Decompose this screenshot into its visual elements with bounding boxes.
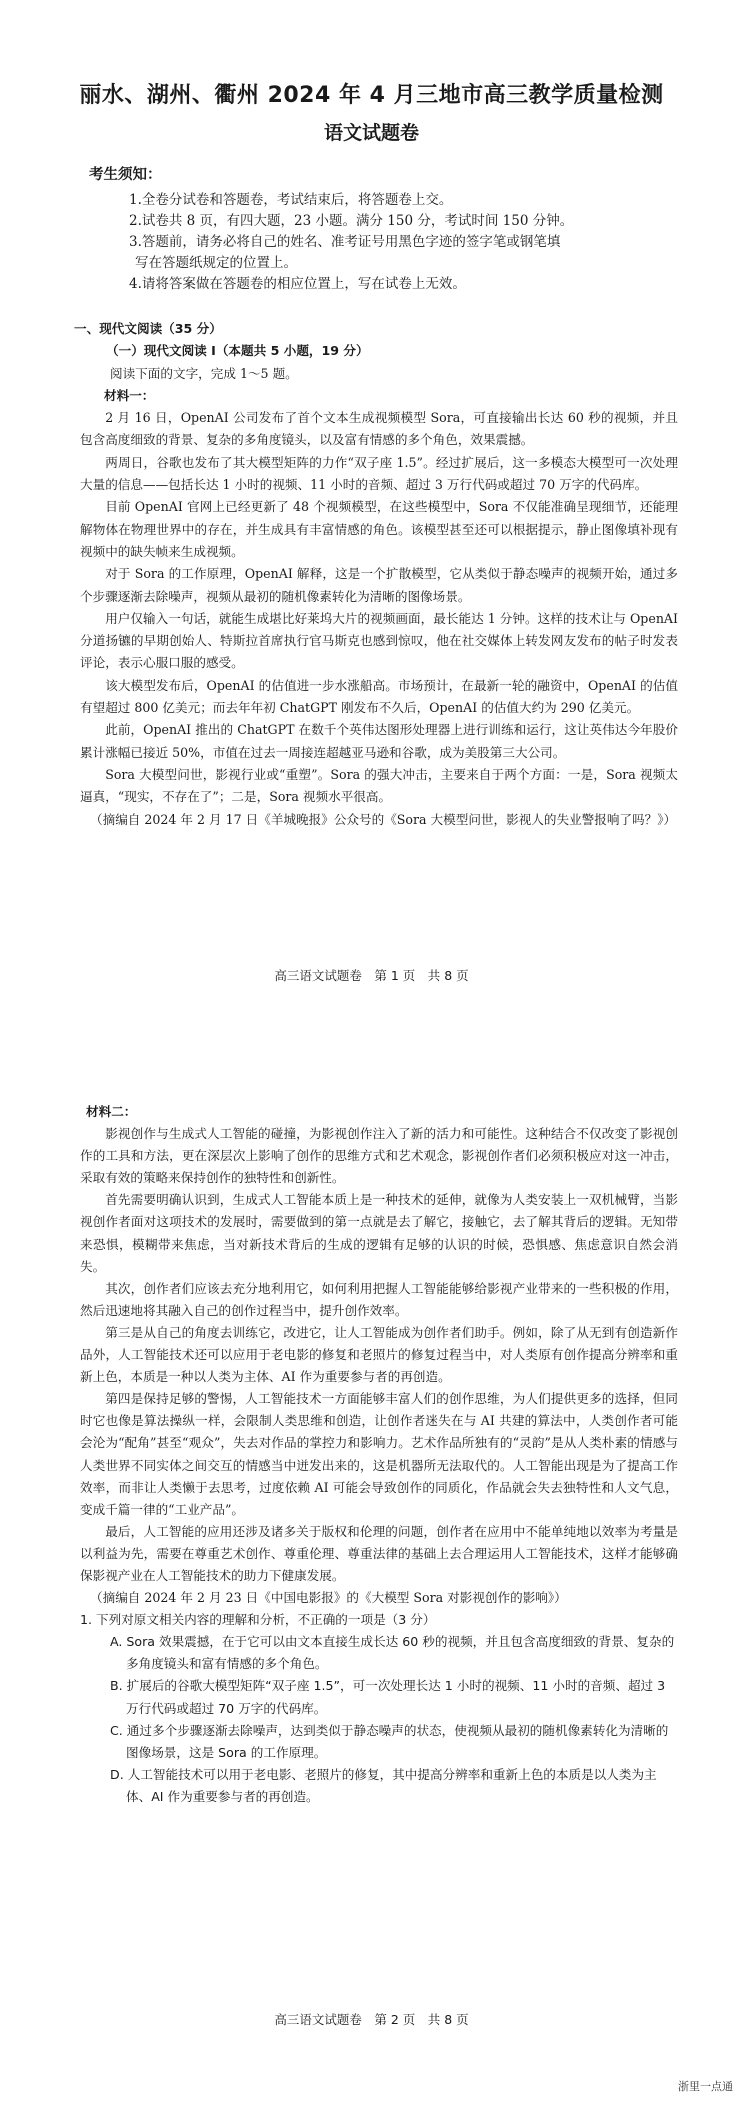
page-footer: 高三语文试题卷 第 1 页 共 8 页 [274, 968, 469, 983]
exam-page-1 [0, 0, 743, 1010]
notice-item: 4.请将答案做在答题卷的相应位置上，写在试卷上无效。 [129, 276, 466, 292]
answer-option: D. 人工智能技术可以用于老电影、老照片的修复，其中提高分辨率和重新上色的本质是以人类为主体、AI 作为重要参与者的再创造。 [110, 1766, 657, 1804]
notice-item: 3.答题前，请务必将自己的姓名、准考证号用黑色字迹的签字笔或钢笔填 [129, 234, 561, 250]
exam-notice [89, 165, 665, 295]
passage-paragraph: 首先需要明确认识到，生成式人工智能本质上是一种技术的延伸，就像为人类安装上一双机械臂，当影视创作者面对这项技术的发展时，需要做到的第一点就是去了解它，接触它，去了解其背后的逻辑。无知带来恐惧，模糊带来焦虑，当对新技术背后的生成的逻辑有足够的认识的时候，恐惧感、焦虑意识自然会消失。 [80, 1192, 678, 1274]
answer-option: B. 扩展后的谷歌大模型矩阵“双子座 1.5”，可一次处理长达 1 小时的视频、11 小时的音频、超过 3 万行代码或超过 70 万字的代码库。 [110, 1678, 666, 1716]
material-label: 材料一： [104, 387, 155, 403]
passage-paragraph: 其次，创作者们应该去充分地利用它，如何利用把握人工智能能够给影视产业带来的一些积极的作用，然后迅速地将其融入自己的创作过程当中，提升创作效率。 [80, 1280, 678, 1318]
passage-paragraph: 目前 OpenAI 官网上已经更新了 48 个视频模型，在这些模型中，Sora 不仅能准确呈现细节，还能理解物体在物理世界中的存在，并生成具有丰富情感的角色。该模型甚至还可以根据提示，静止图像填补现有视频中的缺失帧来生成视频。 [80, 499, 678, 559]
passage-paragraph: 影视创作与生成式人工智能的碰撞，为影视创作注入了新的活力和可能性。这种结合不仅改变了影视创作的工具和方法，更在深层次上影响了创作的思维方式和艺术观念，影视创作者们必须积极应对这一冲击，采取有效的策略来保持创作的独特性和创新性。 [80, 1126, 678, 1186]
subsection-heading: （一）现代文阅读 I（本题共 5 小题，19 分） [106, 343, 369, 359]
notice-item: 1.全卷分试卷和答题卷，考试结束后，将答题卷上交。 [129, 192, 453, 208]
answer-option: A. Sora 效果震撼，在于它可以由文本直接生成长达 60 秒的视频，并且包含高度细致的背景、复杂的多角度镜头和富有情感的多个角色。 [110, 1634, 675, 1672]
question-stem: 1. 下列对原文相关内容的理解和分析，不正确的一项是（3 分） [80, 1612, 436, 1628]
reading-passage-2 [80, 1101, 678, 1808]
passage-paragraph: 对于 Sora 的工作原理，OpenAI 解释，这是一个扩散模型，它从类似于静态噪声的视频开始，通过多个步骤逐渐去除噪声，视频从最初的随机像素转化为清晰的图像场景。 [80, 566, 678, 604]
passage-paragraph: 该大模型发布后，OpenAI 的估值进一步水涨船高。市场预计，在最新一轮的融资中，OpenAI 的估值有望超过 800 亿美元；而去年年初 ChatGPT 刚发布不久后，OpenAI 的估值大约为 290 亿美元。 [80, 677, 678, 716]
notice-item-continued: 写在答题纸规定的位置上。 [135, 255, 297, 271]
page-footer: 高三语文试题卷 第 2 页 共 8 页 [274, 2012, 469, 2027]
passage-paragraph: Sora 大模型问世，影视行业或“重塑”。Sora 的强大冲击，主要来自于两个方面：一是，Sora 视频太逼真，“现实，不存在了”；二是，Sora 视频水平很高。 [80, 766, 678, 805]
reading-instruction: 阅读下面的文字，完成 1～5 题。 [110, 365, 298, 381]
section-heading: 一、现代文阅读（35 分） [74, 321, 222, 336]
passage-paragraph: 此前，OpenAI 推出的 ChatGPT 在数千个英伟达图形处理器上进行训练和运行，这让英伟达今年股价累计涨幅已接近 50%，市值在过去一周接连超越亚马逊和谷歌，成为美股第三大公司。 [80, 722, 678, 760]
notice-item: 2.试卷共 8 页，有四大题，23 小题。满分 150 分，考试时间 150 分钟。 [129, 213, 574, 229]
source-citation: （摘编自 2024 年 2 月 17 日《羊城晚报》公众号的《Sora 大模型问世，影视人的失业警报响了吗？》） [90, 811, 677, 827]
source-citation: （摘编自 2024 年 2 月 23 日《中国电影报》的《大模型 Sora 对影视创作的影响》） [90, 1590, 567, 1606]
passage-paragraph: 2 月 16 日，OpenAI 公司发布了首个文本生成视频模型 Sora，可直接输出长达 60 秒的视频，并且包含高度细致的背景、复杂的多角度镜头，以及富有情感的多个角色，效果震撼。 [80, 410, 678, 448]
exam-subtitle: 语文试题卷 [323, 122, 419, 144]
passage-paragraph: 第四是保持足够的警惕，人工智能技术一方面能够丰富人们的创作思维，为人们提供更多的选择，但同时它也像是算法操纵一样，会限制人类思维和创造，让创作者迷失在与 AI 共建的算法中，人类创作者可能会沦为“配角”甚至“观众”，失去对作品的掌控力和影响力。艺术作品所独有的“灵韵”是从人类朴素的情感与人类世界不同实体之间交互的情感当中迸发出来的，这是机器所无法取代的。人工智能出现是为了提高工作效率，而非让人类懒于去思考，过度依赖 AI 可能会导致创作的同质化，作品就会失去独特性和人文气息，变成千篇一律的“工业产品”。 [80, 1391, 678, 1517]
answer-option: C. 通过多个步骤逐渐去除噪声，达到类似于静态噪声的状态，使视频从最初的随机像素转化为清晰的图像场景，这是 Sora 的工作原理。 [110, 1722, 669, 1760]
passage-paragraph: 用户仅输入一句话，就能生成堪比好莱坞大片的视频画面，最长能达 1 分钟。这样的技术让与 OpenAI 分道扬镳的早期创始人、特斯拉首席执行官马斯克也感到惊叹，他在社交媒体上转发网友发布的帖子时发表评论，表示心服口服的感受。 [80, 610, 678, 671]
passage-paragraph: 第三是从自己的角度去训练它，改进它，让人工智能成为创作者们助手。例如，除了从无到有创造新作品外，人工智能技术还可以应用于老电影的修复和老照片的修复过程当中，对人类原有创作提高分辨率和重新上色，本质是一种以人类为主体、AI 作为重要参与者的再创造。 [80, 1324, 678, 1385]
watermark: 浙里一点通 [674, 2076, 737, 2096]
exam-title: 丽水、湖州、衢州 2024 年 4 月三地市高三教学质量检测 [79, 83, 664, 108]
notice-heading: 考生须知： [89, 167, 162, 183]
material-label: 材料二： [86, 1104, 137, 1119]
passage-paragraph: 最后，人工智能的应用还涉及诸多关于版权和伦理的问题，创作者在应用中不能单纯地以效率为考量是以利益为先，需要在尊重艺术创作、尊重伦理、尊重法律的基础上去合理运用人工智能技术，这样才能够确保影视产业在人工智能技术的助力下健康发展。 [80, 1523, 678, 1583]
reading-passage-1 [74, 318, 678, 831]
passage-paragraph: 两周日，谷歌也发布了其大模型矩阵的力作“双子座 1.5”。经过扩展后，这一多模态大模型可一次处理大量的信息——包括长达 1 小时的视频、11 小时的音频、超过 3 万行代码或超过 70 万字的代码库。 [80, 454, 678, 493]
